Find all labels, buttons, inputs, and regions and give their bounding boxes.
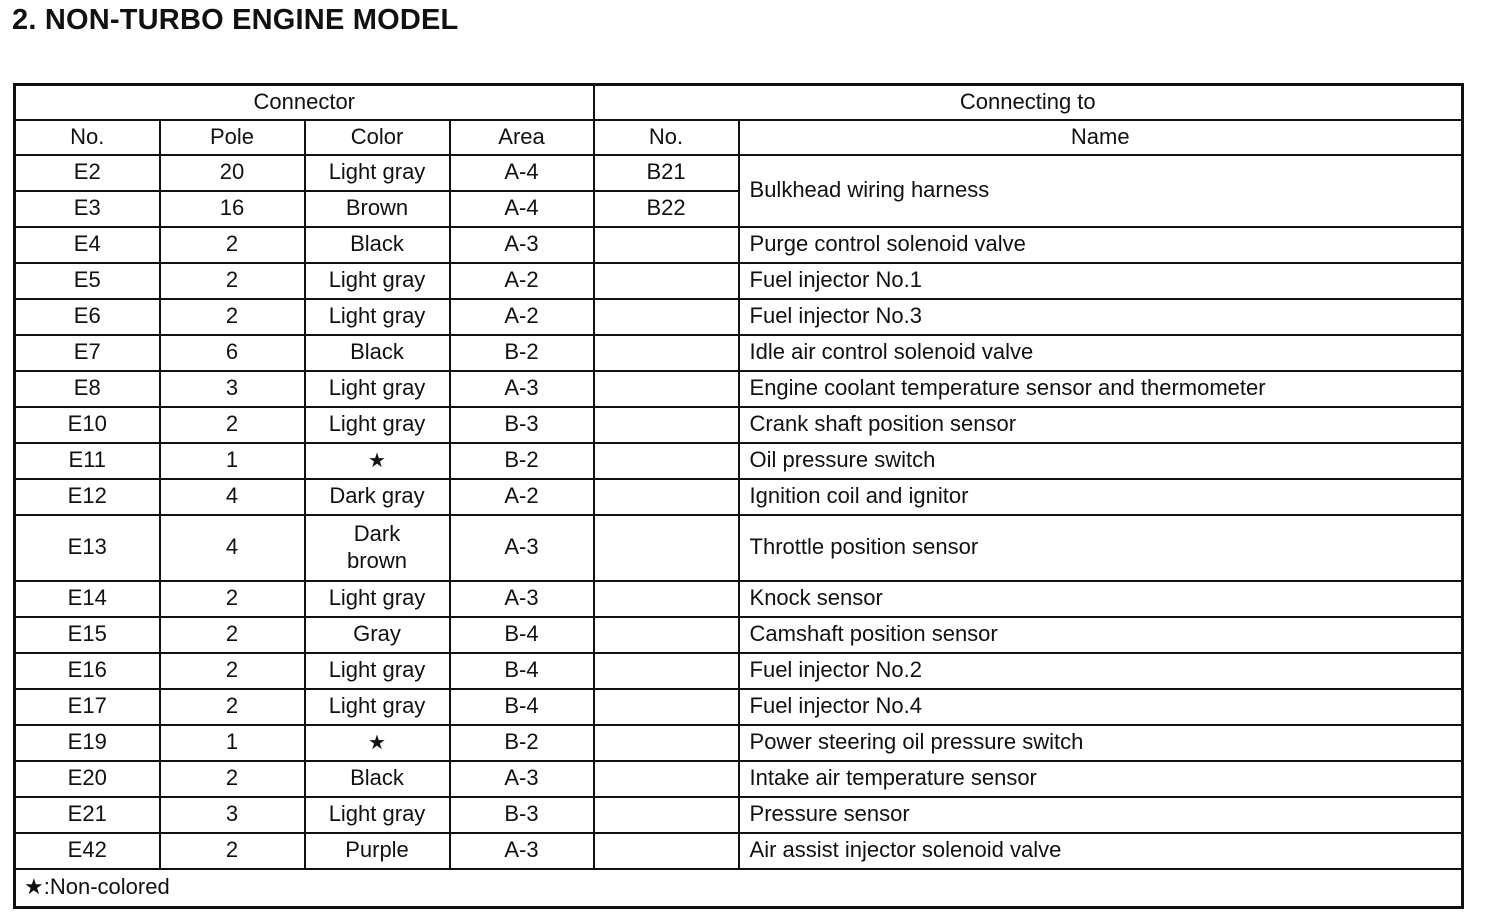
cell-area: A-4 <box>450 191 594 227</box>
table-row <box>15 653 1463 689</box>
cell-to-no <box>594 797 739 833</box>
table-row <box>15 689 1463 725</box>
cell-area: B-4 <box>450 653 594 689</box>
column-header-area: Area <box>450 120 594 155</box>
table-row <box>15 335 1463 371</box>
cell-no: E3 <box>15 191 160 227</box>
cell-area: A-3 <box>450 761 594 797</box>
cell-color: Light gray <box>305 581 450 617</box>
cell-area: B-2 <box>450 443 594 479</box>
cell-to-name: Crank shaft position sensor <box>739 407 1463 443</box>
cell-area: B-3 <box>450 407 594 443</box>
table-row <box>15 761 1463 797</box>
cell-pole: 2 <box>160 581 305 617</box>
cell-pole: 2 <box>160 833 305 869</box>
cell-color: Light gray <box>305 371 450 407</box>
cell-area: A-2 <box>450 479 594 515</box>
cell-no: E7 <box>15 335 160 371</box>
cell-to-name: Fuel injector No.3 <box>739 299 1463 335</box>
column-header-row <box>15 120 1463 155</box>
cell-to-no <box>594 617 739 653</box>
table-row <box>15 725 1463 761</box>
table-row <box>15 299 1463 335</box>
cell-to-no <box>594 515 739 581</box>
cell-area: A-3 <box>450 227 594 263</box>
non-colored-star-icon: ★ <box>305 725 450 761</box>
cell-pole: 2 <box>160 689 305 725</box>
cell-color: Light gray <box>305 155 450 191</box>
cell-to-no <box>594 335 739 371</box>
cell-to-no <box>594 653 739 689</box>
cell-area: A-3 <box>450 581 594 617</box>
cell-pole: 2 <box>160 227 305 263</box>
non-colored-star-icon: ★ <box>305 443 450 479</box>
cell-to-name: Power steering oil pressure switch <box>739 725 1463 761</box>
cell-color: Gray <box>305 617 450 653</box>
cell-pole: 20 <box>160 155 305 191</box>
cell-color: Dark brown <box>305 515 450 581</box>
cell-no: E13 <box>15 515 160 581</box>
cell-to-name: Engine coolant temperature sensor and thermometer <box>739 371 1463 407</box>
cell-to-no: B22 <box>594 191 739 227</box>
cell-pole: 3 <box>160 371 305 407</box>
cell-area: B-3 <box>450 797 594 833</box>
cell-to-name: Camshaft position sensor <box>739 617 1463 653</box>
table-row <box>15 407 1463 443</box>
cell-to-name: Pressure sensor <box>739 797 1463 833</box>
cell-area: B-4 <box>450 617 594 653</box>
cell-no: E42 <box>15 833 160 869</box>
cell-to-name: Oil pressure switch <box>739 443 1463 479</box>
cell-to-no <box>594 299 739 335</box>
cell-to-no <box>594 443 739 479</box>
cell-to-no <box>594 407 739 443</box>
cell-pole: 16 <box>160 191 305 227</box>
cell-no: E11 <box>15 443 160 479</box>
cell-to-name: Idle air control solenoid valve <box>739 335 1463 371</box>
cell-no: E19 <box>15 725 160 761</box>
cell-area: A-3 <box>450 371 594 407</box>
cell-no: E10 <box>15 407 160 443</box>
cell-to-no <box>594 761 739 797</box>
cell-no: E14 <box>15 581 160 617</box>
cell-color: Black <box>305 227 450 263</box>
cell-color: Dark gray <box>305 479 450 515</box>
table-row <box>15 515 1463 581</box>
cell-to-no <box>594 725 739 761</box>
cell-no: E21 <box>15 797 160 833</box>
table-row <box>15 797 1463 833</box>
cell-color: Light gray <box>305 689 450 725</box>
cell-to-no: B21 <box>594 155 739 191</box>
footnote-row <box>15 869 1463 908</box>
cell-no: E12 <box>15 479 160 515</box>
cell-area: A-2 <box>450 299 594 335</box>
column-header-to-name: Name <box>739 120 1463 155</box>
table-row <box>15 443 1463 479</box>
page-title: 2. NON-TURBO ENGINE MODEL <box>12 4 459 36</box>
cell-no: E4 <box>15 227 160 263</box>
cell-pole: 2 <box>160 653 305 689</box>
column-header-color: Color <box>305 120 450 155</box>
cell-color: Light gray <box>305 299 450 335</box>
cell-pole: 1 <box>160 443 305 479</box>
cell-color: Light gray <box>305 797 450 833</box>
column-header-pole: Pole <box>160 120 305 155</box>
cell-no: E2 <box>15 155 160 191</box>
table-row <box>15 581 1463 617</box>
cell-area: A-2 <box>450 263 594 299</box>
connecting-to-group-header: Connecting to <box>594 85 1463 120</box>
cell-color: Light gray <box>305 263 450 299</box>
cell-to-no <box>594 371 739 407</box>
column-header-to-no: No. <box>594 120 739 155</box>
cell-area: B-2 <box>450 335 594 371</box>
table-row <box>15 617 1463 653</box>
cell-pole: 6 <box>160 335 305 371</box>
cell-to-name: Air assist injector solenoid valve <box>739 833 1463 869</box>
group-header-row <box>15 85 1463 120</box>
cell-pole: 2 <box>160 263 305 299</box>
cell-no: E5 <box>15 263 160 299</box>
cell-no: E8 <box>15 371 160 407</box>
table-row <box>15 263 1463 299</box>
cell-to-no <box>594 263 739 299</box>
cell-no: E16 <box>15 653 160 689</box>
cell-color: Light gray <box>305 653 450 689</box>
column-header-no: No. <box>15 120 160 155</box>
connector-table <box>13 83 1464 909</box>
table-row <box>15 833 1463 869</box>
cell-no: E17 <box>15 689 160 725</box>
cell-to-name: Fuel injector No.4 <box>739 689 1463 725</box>
table-row <box>15 155 1463 191</box>
cell-area: B-4 <box>450 689 594 725</box>
cell-no: E20 <box>15 761 160 797</box>
cell-to-no <box>594 227 739 263</box>
cell-to-name: Fuel injector No.1 <box>739 263 1463 299</box>
cell-color: Black <box>305 335 450 371</box>
cell-pole: 1 <box>160 725 305 761</box>
footnote-non-colored: ★:Non-colored <box>15 869 1463 908</box>
cell-to-name: Throttle position sensor <box>739 515 1463 581</box>
table-row <box>15 479 1463 515</box>
cell-area: A-3 <box>450 833 594 869</box>
cell-to-no <box>594 833 739 869</box>
cell-no: E15 <box>15 617 160 653</box>
table-row <box>15 371 1463 407</box>
cell-pole: 2 <box>160 407 305 443</box>
cell-to-name: Purge control solenoid valve <box>739 227 1463 263</box>
cell-pole: 3 <box>160 797 305 833</box>
cell-area: A-3 <box>450 515 594 581</box>
cell-to-name: Ignition coil and ignitor <box>739 479 1463 515</box>
cell-color: Purple <box>305 833 450 869</box>
cell-to-name: Knock sensor <box>739 581 1463 617</box>
cell-pole: 2 <box>160 617 305 653</box>
cell-to-no <box>594 581 739 617</box>
connector-group-header: Connector <box>15 85 594 120</box>
cell-color: Light gray <box>305 407 450 443</box>
cell-to-name: Intake air temperature sensor <box>739 761 1463 797</box>
cell-to-name: Bulkhead wiring harness <box>739 155 1463 227</box>
cell-color: Black <box>305 761 450 797</box>
cell-no: E6 <box>15 299 160 335</box>
cell-pole: 2 <box>160 299 305 335</box>
cell-to-name: Fuel injector No.2 <box>739 653 1463 689</box>
cell-pole: 4 <box>160 515 305 581</box>
table-row <box>15 227 1463 263</box>
cell-color: Brown <box>305 191 450 227</box>
cell-to-no <box>594 689 739 725</box>
cell-pole: 2 <box>160 761 305 797</box>
cell-to-no <box>594 479 739 515</box>
cell-pole: 4 <box>160 479 305 515</box>
cell-area: B-2 <box>450 725 594 761</box>
cell-area: A-4 <box>450 155 594 191</box>
